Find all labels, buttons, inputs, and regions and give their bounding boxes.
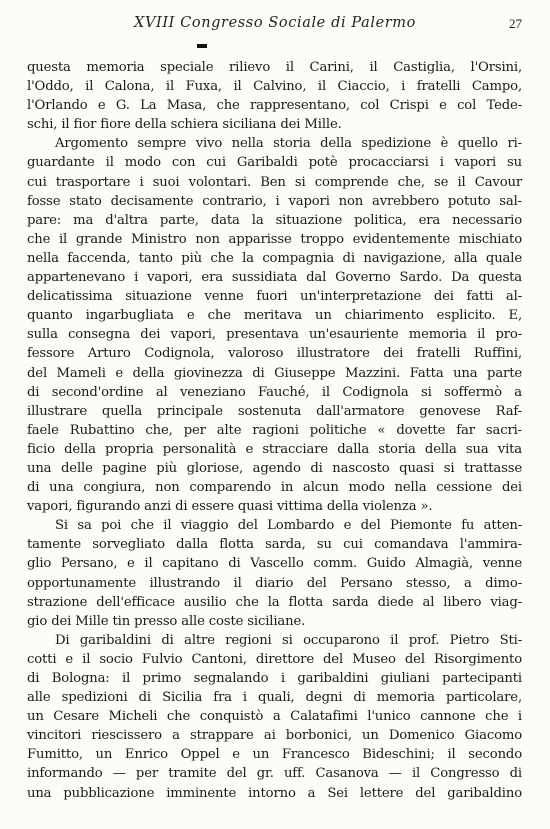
text-line: faele Rubattino che, per alte ragioni politiche « dovette far sacri-: [27, 422, 522, 438]
text-line: cotti e il socio Fulvio Cantoni, direttore del Museo del Risorgimento: [27, 651, 522, 667]
text-line: Argomento sempre vivo nella storia della spedizione è quello ri-: [55, 136, 522, 152]
text-line: cui trasportare i suoi volontari. Ben si comprende che, se il Cavour: [27, 174, 522, 190]
text-line: alle spedizioni di Sicilia fra i quali, degni di memoria particolare,: [27, 690, 522, 706]
text-line: schi, il fior fiore della schiera siciliana dei Mille.: [27, 117, 342, 133]
page-header: [22, 15, 528, 39]
text-line: tamente sorvegliato dalla flotta sarda, su cui comandava l'ammira-: [27, 537, 522, 553]
text-line: delicatissima situazione venne fuori un'interpretazione dei fatti al-: [27, 289, 522, 305]
page-number: 27: [509, 16, 522, 31]
text-line: Di garibaldini di altre regioni si occuparono il prof. Pietro Sti-: [55, 632, 522, 648]
text-line: opportunamente illustrando il diario del Persano stesso, a dimo-: [27, 575, 522, 591]
text-line: una pubblicazione imminente intorno a Sei lettere del garibaldino: [27, 785, 522, 801]
running-title: XVIII Congresso Sociale di Palermo: [134, 15, 416, 31]
paragraph-2: [27, 134, 522, 516]
text-line: l'Orlando e G. La Masa, che rappresentano, col Crispi e col Tede-: [27, 98, 522, 114]
text-line: del Mameli e della giovinezza di Giuseppe Mazzini. Fatta una parte: [27, 365, 522, 381]
text-line: pare: ma d'altra parte, data la situazione politica, era necessario: [27, 212, 522, 228]
text-line: guardante il modo con cui Garibaldi potè procacciarsi i vapori su: [27, 155, 522, 171]
text-line: fosse stato decisamente contrario, i vapori non avrebbero potuto sal-: [27, 193, 522, 209]
paragraph-4: [27, 631, 522, 803]
text-line: vapori, figurando anzi di essere quasi vittima della violenza ».: [27, 499, 433, 515]
text-line: quanto ingarbugliata e che meritava un chiarimento esplicito. E,: [27, 308, 522, 324]
text-line: questa memoria speciale rilievo il Carini, il Castiglia, l'Orsini,: [27, 60, 522, 75]
text-line: l'Oddo, il Calona, il Fuxa, il Calvino, il Ciaccio, i fratelli Campo,: [27, 79, 522, 95]
paragraph-3: [27, 516, 522, 631]
text-line: vincitori riescissero a strappare ai borbonici, un Domenico Giacomo: [27, 728, 522, 744]
text-line: di Bologna: il primo segnalando i garibaldini giuliani partecipanti: [27, 671, 522, 686]
text-line: un Cesare Micheli che conquistò a Calatafimi l'unico cannone che i: [27, 709, 522, 725]
text-line: una delle pagine più gloriose, agendo di nascosto quasi si trattasse: [27, 460, 522, 476]
text-line: strazione dell'efficace ausilio che la flotta sarda diede al libero viag-: [27, 594, 522, 610]
text-line: illustrare quella principale sostenuta dall'armatore genovese Raf-: [27, 403, 522, 419]
text-line: Si sa poi che il viaggio del Lombardo e del Piemonte fu atten-: [55, 518, 522, 534]
text-line: fessore Arturo Codignola, valoroso illustratore dei fratelli Ruffini,: [27, 346, 522, 362]
text-line: ficio della propria personalità e stracciare dalla storia della sua vita: [27, 441, 522, 457]
paragraph-1: [27, 58, 522, 134]
text-line: che il grande Ministro non apparisse troppo evidentemente mischiato: [27, 231, 522, 247]
text-line: appartenevano i vapori, era sussidiata dal Governo Sardo. Da questa: [27, 270, 522, 286]
text-line: sulla consegna dei vapori, presentava un'esauriente memoria il pro-: [27, 327, 522, 343]
text-line: Fumitto, un Enrico Oppel e un Francesco Bideschini; il secondo: [27, 747, 522, 763]
body-text: [27, 58, 522, 803]
text-line: informando — per tramite del gr. uff. Casanova — il Congresso di: [27, 766, 522, 782]
text-line: gio dei Mille tin presso alle coste siciliane.: [27, 613, 306, 629]
text-line: di second'ordine al veneziano Fauché, il Codignola si soffermò a: [27, 384, 522, 400]
text-line: glio Persano, e il capitano di Vascello comm. Guido Almagià, venne: [27, 556, 522, 572]
printer-mark: [197, 44, 207, 48]
text-line: di una congiura, non comparendo in alcun modo nella cessione dei: [27, 480, 522, 496]
text-line: nella faccenda, tanto più che la compagnia di navigazione, alla quale: [27, 250, 522, 266]
